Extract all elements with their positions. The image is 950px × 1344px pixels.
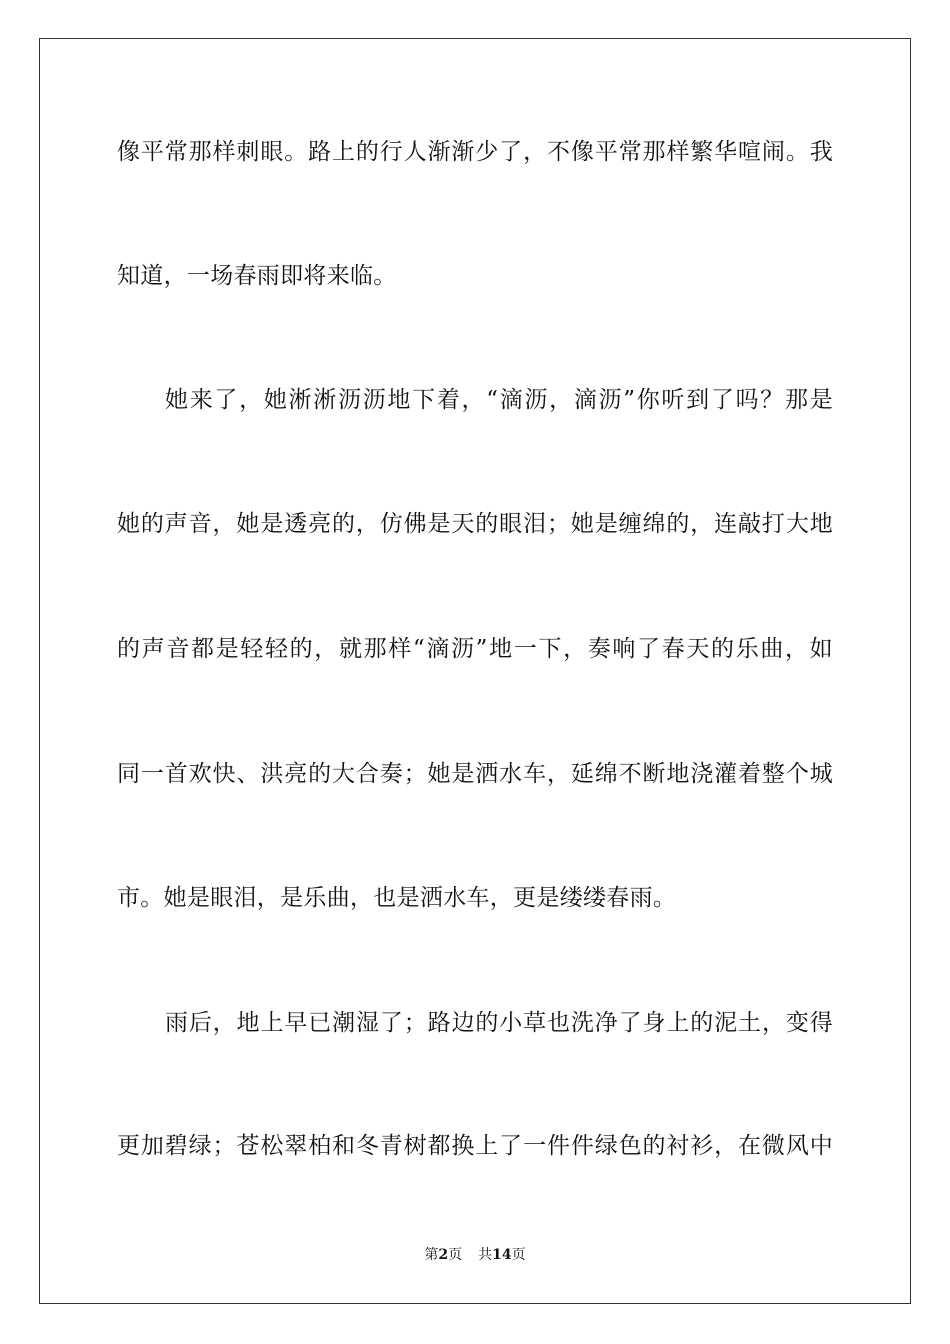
footer-page-prefix: 第: [424, 1247, 439, 1263]
text-line-3: 她来了，她淅淅沥沥地下着，“滴沥，滴沥”你听到了吗？那是: [165, 387, 833, 413]
text-line-2: 知道，一场春雨即将来临。: [117, 263, 397, 289]
text-line-9: 更加碧绿；苍松翠柏和冬青树都换上了一件件绿色的衬衫，在微风中: [117, 1133, 833, 1159]
text-line-8: 雨后，地上早已潮湿了；路边的小草也洗净了身上的泥土，变得: [165, 1010, 833, 1036]
footer-page-suffix: 页: [448, 1247, 463, 1263]
footer-total-number: 14: [492, 1247, 512, 1263]
text-line-6: 同一首欢快、洪亮的大合奏；她是洒水车，延绵不断地浇灌着整个城: [117, 761, 833, 787]
text-line-1: 像平常那样刺眼。路上的行人渐渐少了，不像平常那样繁华喧闹。我: [117, 139, 833, 165]
text-line-5: 的声音都是轻轻的，就那样“滴沥”地一下，奏响了春天的乐曲，如: [117, 636, 833, 662]
footer-page-number: 2: [438, 1247, 449, 1263]
footer-total-suffix: 页: [511, 1247, 526, 1263]
text-line-7: 市。她是眼泪，是乐曲，也是洒水车，更是缕缕春雨。: [117, 885, 677, 911]
page-footer: [0, 1246, 950, 1264]
footer-total-prefix: 共: [478, 1247, 493, 1263]
text-line-4: 她的声音，她是透亮的，仿佛是天的眼泪；她是缠绵的，连敲打大地: [117, 511, 833, 537]
page-frame: [39, 38, 911, 1304]
